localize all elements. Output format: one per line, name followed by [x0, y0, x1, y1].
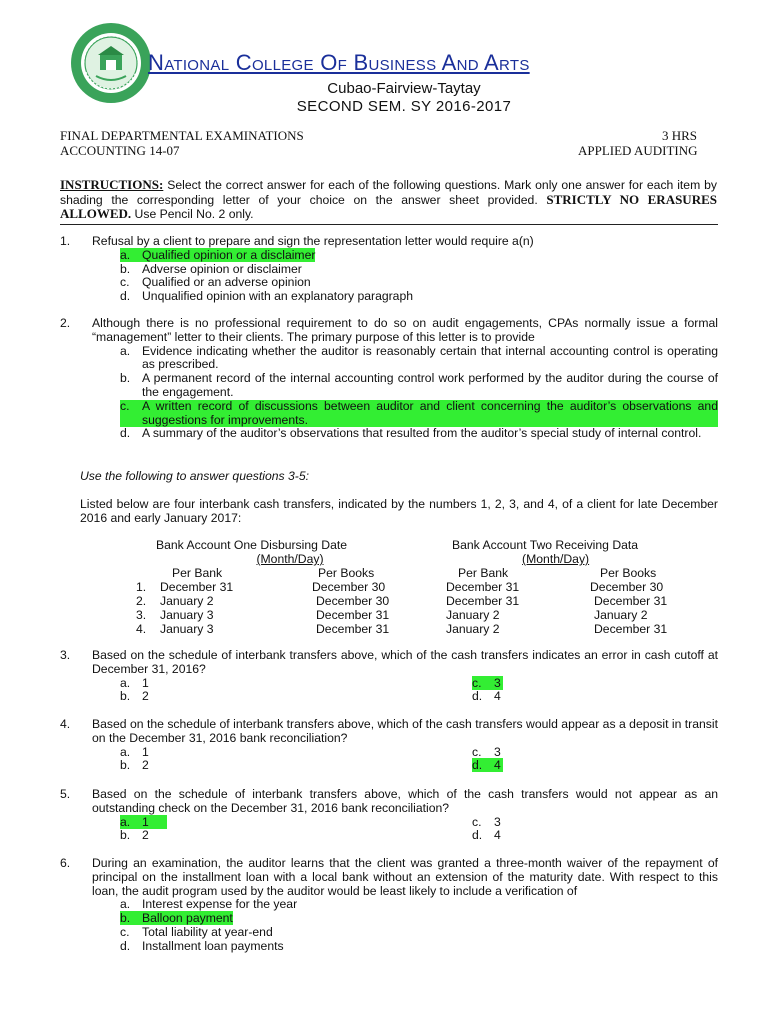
option-letter: d. [472, 828, 483, 843]
option-text: 3 [494, 744, 501, 759]
instructions-tail: Use Pencil No. 2 only. [131, 207, 254, 222]
option-text: 1 [142, 744, 149, 759]
option-text: A summary of the auditor’s observations that resulted from the auditor’s special study of internal control. [142, 426, 702, 441]
option-letter: a. [120, 343, 131, 358]
option-text: A permanent record of the internal accounting control work performed by the auditor during the course of the engagement. [142, 371, 718, 399]
instructions [60, 178, 717, 222]
question-stem: Based on the schedule of interbank transfers above, which of the cash transfers would appear as a deposit in transit on the December 31, 2016 bank reconciliation? [92, 717, 718, 745]
option-letter: c. [120, 398, 130, 413]
col-per-books: Per Books [600, 566, 657, 580]
option-text: 2 [142, 689, 149, 704]
option-letter: a. [120, 814, 131, 829]
option-b [120, 759, 472, 773]
question-number: 2. [60, 316, 71, 330]
college-name: National College Of Business And Arts [148, 50, 530, 75]
exam-duration: 3 HRS [662, 128, 698, 143]
option-letter: b. [120, 758, 131, 773]
question-number: 3. [60, 648, 71, 662]
header-divider [60, 224, 718, 225]
option-c [472, 677, 503, 691]
cell: December 31 [594, 622, 668, 636]
option-a [120, 816, 472, 830]
option-letter: c. [120, 924, 130, 939]
question-1 [60, 235, 718, 304]
question-stem: Based on the schedule of interbank transfers above, which of the cash transfers would not appear as an outstanding check on the December 31, 2016 bank reconciliation? [92, 787, 718, 815]
questions-3-5-note: Use the following to answer questions 3-5: [80, 469, 309, 483]
option-letter: d. [472, 689, 483, 704]
table-row [136, 608, 667, 622]
option-text: Unqualified opinion with an explanatory paragraph [142, 289, 414, 304]
cell: January 3 [160, 622, 214, 636]
option-c [472, 816, 501, 830]
exam-header-right [578, 128, 718, 158]
option-d [472, 829, 501, 843]
cell: December 30 [312, 580, 386, 594]
table-header-account-two: Bank Account Two Receiving Data [452, 538, 639, 552]
cell: January 2 [446, 622, 500, 636]
transfers-intro: Listed below are four interbank cash transfers, indicated by the numbers 1, 2, 3, and 4, of a client for late December 2016 and early January 2017: [80, 497, 718, 525]
question-number: 5. [60, 787, 71, 801]
option-text: 1 [142, 675, 149, 690]
cell: January 3 [160, 608, 214, 622]
question-number: 6. [60, 856, 71, 870]
cell: December 31 [316, 608, 390, 622]
option-a [120, 677, 472, 691]
option-text: 3 [494, 675, 501, 690]
question-number: 1. [60, 234, 71, 248]
instructions-label: INSTRUCTIONS: [60, 177, 164, 192]
option-letter: d. [120, 426, 131, 441]
question-stem: During an examination, the auditor learns that the client was granted a three-month waiver of the repayment of principal on the installment loan with a local bank without an extension of the maturity date. With respect to this loan, the audit program used by the auditor would be least likely to include a verification of [92, 856, 718, 898]
question-number: 4. [60, 717, 71, 731]
option-letter: a. [120, 897, 131, 912]
col-per-bank: Per Bank [172, 566, 223, 580]
table-subheader-month-day: (Month/Day) [256, 552, 324, 566]
cell: December 31 [446, 594, 520, 608]
option-letter: d. [472, 758, 483, 773]
interbank-transfers-table [136, 538, 667, 636]
col-per-books: Per Books [318, 566, 375, 580]
instructions-strict: STRICTLY NO ERASURES ALLOWED. [60, 191, 717, 222]
option-text: A written record of discussions between auditor and client concerning the auditor’s observations and suggestions for improvements. [142, 398, 718, 427]
cell: December 30 [590, 580, 664, 594]
option-b [120, 372, 718, 400]
option-d [120, 427, 718, 441]
option-letter: c. [472, 814, 482, 829]
option-a [120, 898, 718, 912]
cell: December 30 [316, 594, 390, 608]
option-a [120, 249, 718, 263]
col-per-bank: Per Bank [458, 566, 509, 580]
option-letter: c. [472, 675, 482, 690]
cell: December 31 [160, 580, 234, 594]
option-text: Total liability at year-end [142, 924, 273, 939]
option-c [120, 926, 718, 940]
table-header-account-one: Bank Account One Disbursing Date [156, 538, 348, 552]
course-code: ACCOUNTING 14-07 [60, 143, 180, 158]
option-text: Installment loan payments [142, 938, 284, 953]
question-3 [60, 649, 718, 704]
option-a [120, 746, 472, 760]
option-b [120, 263, 718, 277]
campus-location: Cubao-Fairview-Taytay [327, 80, 481, 97]
cell: December 31 [594, 594, 668, 608]
exam-title: FINAL DEPARTMENTAL EXAMINATIONS [60, 128, 304, 143]
option-b [120, 829, 472, 843]
cell: January 2 [594, 608, 648, 622]
exam-header-left [60, 128, 304, 158]
option-c [472, 746, 501, 760]
row-number: 1. [136, 580, 147, 594]
table-row [136, 580, 667, 594]
option-d [472, 690, 501, 704]
table-row [136, 622, 667, 636]
instructions-text: Select the correct answer for each of the following questions. Mark only one answer for each item by shading the corresponding letter of your choice on the answer sheet provided. [60, 178, 717, 207]
option-text: 4 [494, 828, 501, 843]
option-d [120, 940, 718, 954]
option-letter: c. [120, 275, 130, 290]
option-text: 3 [494, 814, 501, 829]
option-text: 4 [494, 758, 501, 773]
option-letter: b. [120, 911, 131, 926]
option-b [120, 690, 472, 704]
cell: January 2 [446, 608, 500, 622]
cell: December 31 [446, 580, 520, 594]
option-text: 2 [142, 828, 149, 843]
question-4 [60, 718, 718, 773]
option-b [120, 912, 718, 926]
subject-name: APPLIED AUDITING [578, 143, 698, 158]
option-text: Interest expense for the year [142, 897, 298, 912]
question-stem: Refusal by a client to prepare and sign the representation letter would require a(n) [92, 234, 534, 248]
option-letter: d. [120, 289, 131, 304]
cell: December 31 [316, 622, 390, 636]
option-c [120, 276, 718, 290]
option-a [120, 345, 718, 373]
option-letter: a. [120, 675, 131, 690]
option-letter: a. [120, 247, 131, 262]
option-letter: b. [120, 371, 131, 386]
option-text: 4 [494, 689, 501, 704]
cell: January 2 [160, 594, 214, 608]
table-subheader-month-day: (Month/Day) [522, 552, 590, 566]
semester-label: SECOND SEM. SY 2016-2017 [296, 98, 512, 115]
question-6 [60, 857, 718, 954]
option-text: 1 [142, 814, 149, 829]
option-d [120, 290, 718, 304]
option-text: Qualified opinion or a disclaimer [142, 247, 316, 262]
question-2 [60, 317, 718, 441]
question-stem: Although there is no professional requirement to do so on audit engagements, CPAs normally issue a formal “management” letter to their clients. The primary purpose of this letter is to provide [92, 316, 718, 344]
option-text: 2 [142, 758, 149, 773]
row-number: 4. [136, 622, 147, 636]
option-d [472, 759, 503, 773]
option-c [120, 400, 718, 428]
question-stem: Based on the schedule of interbank transfers above, which of the cash transfers indicates an error in cash cutoff at December 31, 2016? [92, 648, 718, 676]
option-letter: a. [120, 744, 131, 759]
option-letter: c. [472, 744, 482, 759]
option-letter: d. [120, 938, 131, 953]
option-text: Qualified or an adverse opinion [142, 275, 311, 290]
option-text: Balloon payment [142, 911, 233, 926]
option-letter: b. [120, 828, 131, 843]
option-letter: b. [120, 261, 131, 276]
question-5 [60, 788, 718, 843]
option-text: Evidence indicating whether the auditor is reasonably certain that internal accounting control is operating as prescribed. [142, 343, 718, 372]
row-number: 3. [136, 608, 147, 622]
option-text: Adverse opinion or disclaimer [142, 261, 302, 276]
table-row [136, 594, 667, 608]
row-number: 2. [136, 594, 147, 608]
option-letter: b. [120, 689, 131, 704]
